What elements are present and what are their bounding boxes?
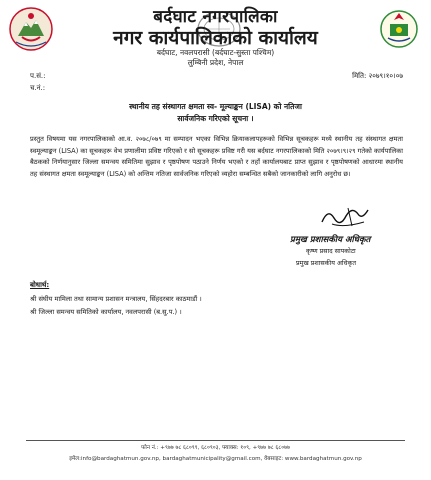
municipality-title: बर्दघाट नगरपालिका <box>153 7 278 27</box>
office-address: बर्दघाट, नवलपरासी (बर्दघाट-सुस्ता पश्चिम) <box>156 48 275 57</box>
cc-recipient-1: श्री संघीय मामिला तथा सामान्य प्रशासन मन्त्रालय, सिंहदरबार काठमाडौं । <box>30 295 202 303</box>
province-name: लुम्बिनी प्रदेश, नेपाल <box>187 58 244 67</box>
date-value: २०७९।१०।०७ <box>368 72 403 80</box>
cn-label: च.नं.: <box>30 84 46 92</box>
signatory-stamp: प्रमुख प्रशासकीय अधिकृत <box>290 235 371 245</box>
footer-divider <box>26 440 405 441</box>
notice-body: प्रस्तुत विषयमा यस नगरपालिकाको आ.व. २०७८/०७९ मा सम्पादन भएका विभिन्न क्रियाकलापहरूको विभिन्न सूचकहरू मध्ये स्थानीय तह संस्थागत क्षमता स्वमूल्याङ्कन (LISA) का सूचकहरू वेभ प्रणालीमा प्रविष्ट गरिएको र सो सूचकहरू प्रविष्ट गरी यस बर्दघाट नगरपालिकाको मिति २०७९।९।२९ गतेको कार्यपालिका बैठकको निर्णयानुसार जिल्ला समन्वय समितिमा सुझाव र पृष्ठपोषण पठाउने निर्णय भएको र तहाँ कार्यालयबाट प्राप्त सुझाव र पृष्ठपोषणको आधारमा स्थानीय तह संस्थागत क्षमता स्वमूल्याङ्कन (LISA) को अन्तिम नतिजा सार्वजनिक गरिएको व्यहोरा सम्बन्धित सबैको जानकारीको लागि अनुरोध छ। <box>30 135 403 178</box>
ps-label: प.सं.: <box>30 72 46 80</box>
date-field <box>352 72 403 81</box>
cc-heading: बोधार्थ: <box>30 281 50 289</box>
subject-line-2: सार्वजनिक गरिएको सूचना । <box>177 114 254 123</box>
footer-contact: इमेल:info@bardaghatmun.gov.np, bardaghatmunicipality@gmail.com, वेबसाइट: www.bardaghatmun.gov.np <box>69 456 362 462</box>
cc-recipient-2: श्री जिल्ला समन्वय समितिको कार्यालय, नवलपरासी (ब.सु.प.) । <box>30 308 182 316</box>
signatory-name: कृष्ण प्रसाद सापकोटा <box>306 247 356 255</box>
signature-icon <box>318 202 374 232</box>
subject-line-1: स्थानीय तह संस्थागत क्षमता स्व- मूल्याङ्कन (LISA) को नतिजा <box>129 102 302 111</box>
office-name: नगर कार्यपालिकाको कार्यालय <box>113 27 318 49</box>
signatory-role: प्रमुख प्रशासकीय अधिकृत <box>296 259 356 267</box>
footer-phone: फोन नं.: +९७७ ७८ ६८०९९, ६८०९०३, फ्याक्स: १०९, +९७७ ७८ ६८०७७ <box>141 445 290 451</box>
date-label: मिति: <box>352 72 367 80</box>
